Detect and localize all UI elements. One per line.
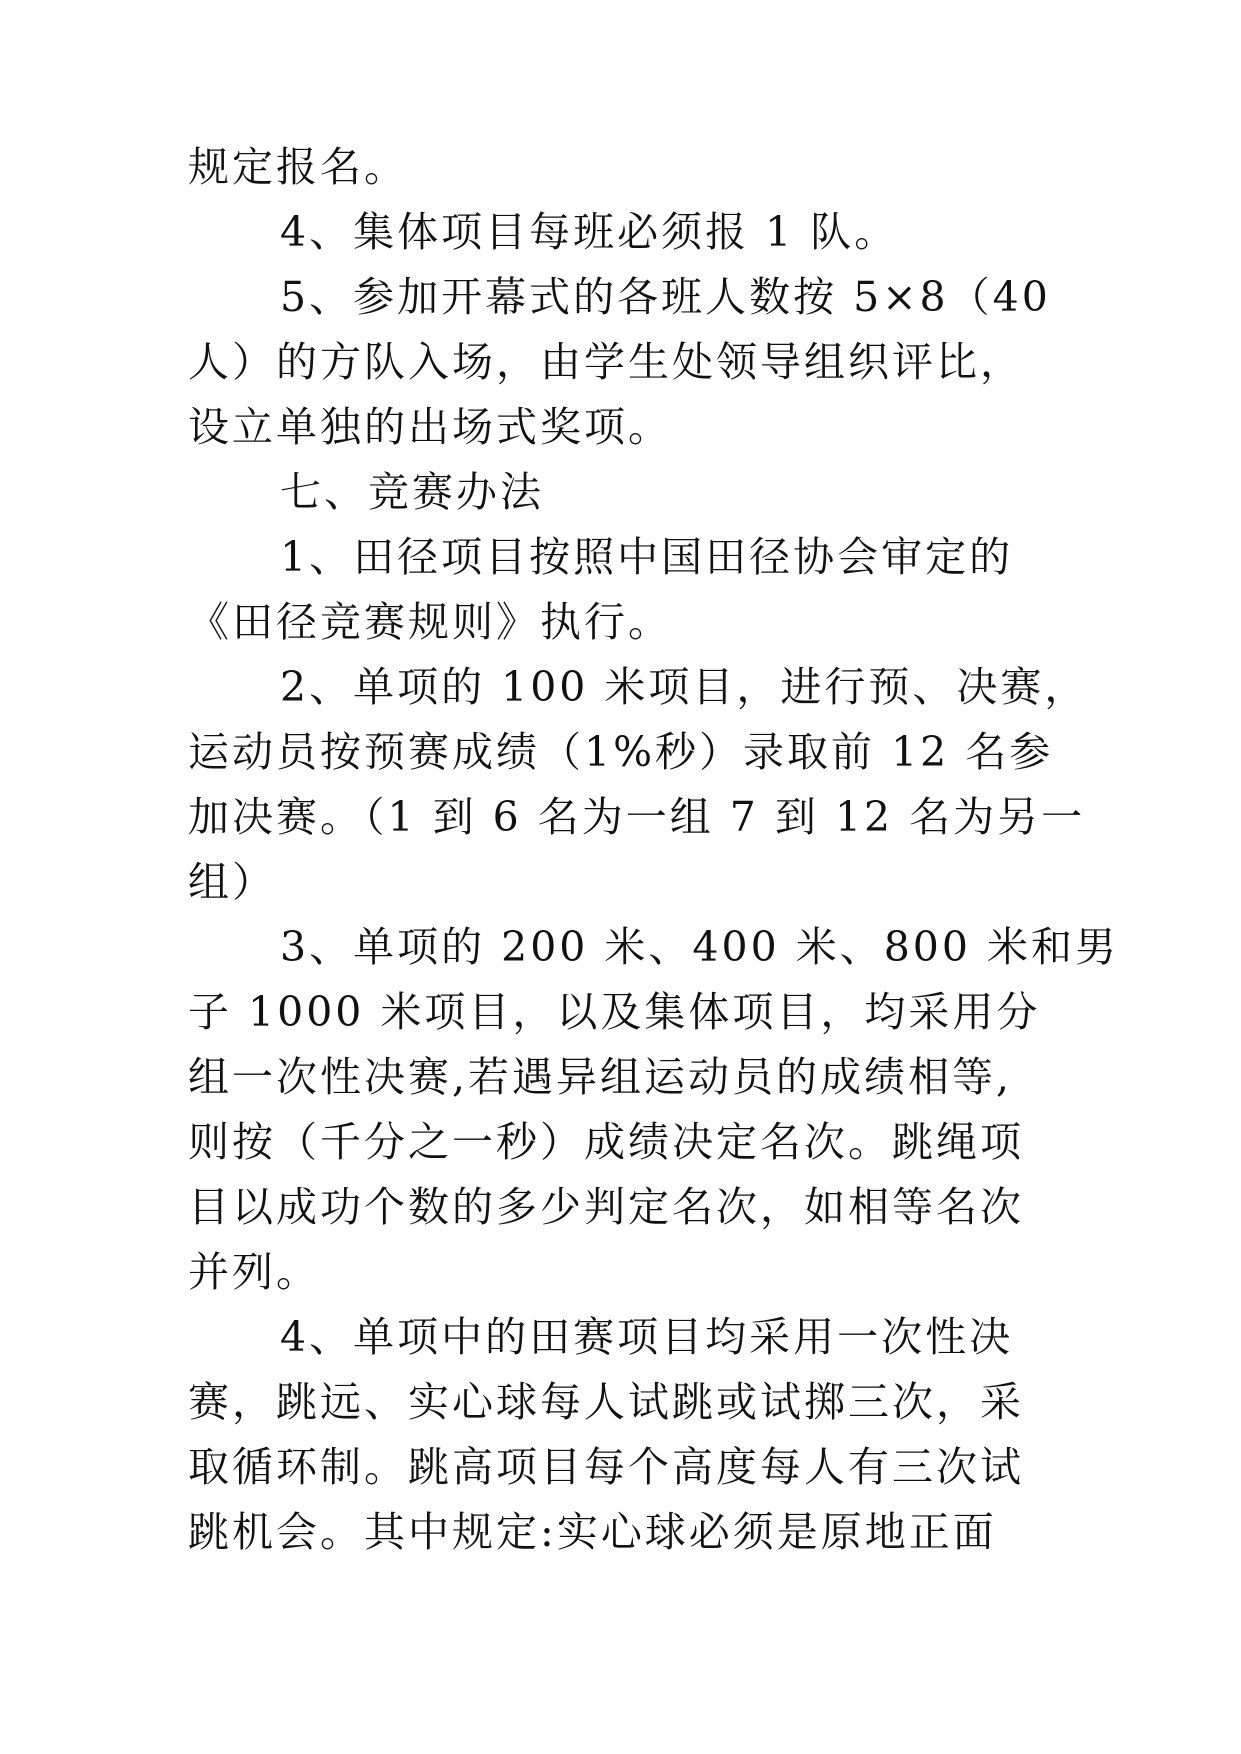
- text-line: 组一次性决赛,若遇异组运动员的成绩相等,: [188, 1053, 1013, 1101]
- text-line: 4、单项中的田赛项目均采用一次性决: [280, 1313, 1014, 1361]
- section-heading: 七、竞赛办法: [280, 468, 544, 516]
- text-line: 《田径竞赛规则》执行。: [188, 598, 672, 646]
- text-line: 4、集体项目每班必须报 1 队。: [280, 208, 899, 256]
- text-line: 2、单项的 100 米项目，进行预、决赛，: [280, 663, 1089, 711]
- text-line: 运动员按预赛成绩（1%秒）录取前 12 名参: [188, 728, 1054, 776]
- text-line: 赛，跳远、实心球每人试跳或试掷三次，采: [188, 1378, 1024, 1426]
- text-line: 加决赛。（1 到 6 名为一组 7 到 12 名为另一: [188, 793, 1086, 841]
- text-line: 规定报名。: [188, 143, 408, 191]
- text-line: 跳机会。其中规定:实心球必须是原地正面: [188, 1508, 997, 1556]
- text-line: 人）的方队入场，由学生处领导组织评比，: [188, 338, 1024, 386]
- text-line: 则按（千分之一秒）成绩决定名次。跳绳项: [188, 1118, 1024, 1166]
- text-line: 目以成功个数的多少判定名次，如相等名次: [188, 1183, 1024, 1231]
- text-line: 子 1000 米项目，以及集体项目，均采用分: [188, 988, 1041, 1036]
- text-line: 3、单项的 200 米、400 米、800 米和男: [280, 923, 1119, 971]
- text-line: 5、参加开幕式的各班人数按 5×8（40: [280, 273, 1051, 321]
- text-line: 并列。: [188, 1248, 320, 1296]
- text-line: 组）: [188, 858, 276, 906]
- text-line: 1、田径项目按照中国田径协会审定的: [280, 533, 1014, 581]
- text-line: 取循环制。跳高项目每个高度每人有三次试: [188, 1443, 1024, 1491]
- text-line: 设立单独的出场式奖项。: [188, 403, 672, 451]
